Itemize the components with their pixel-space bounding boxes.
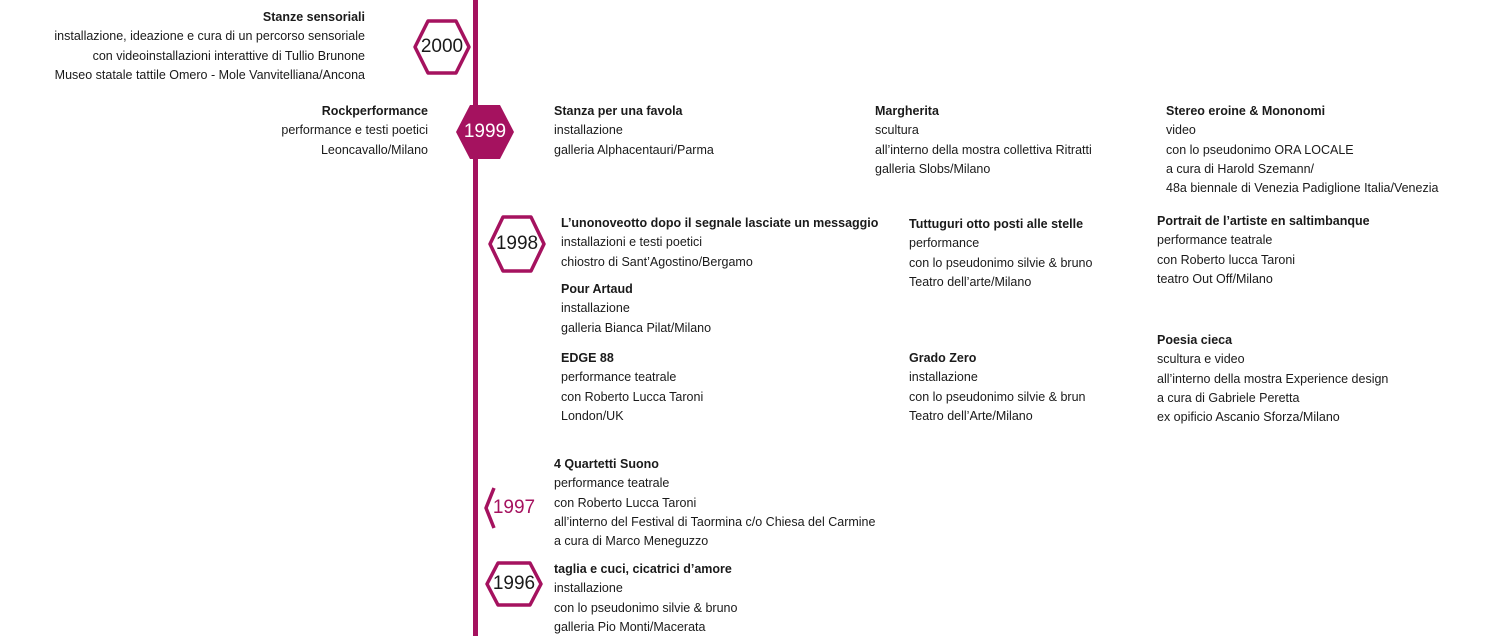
year-marker-1998 xyxy=(487,214,547,274)
entry-line: con Roberto Lucca Taroni xyxy=(561,389,704,404)
year-label: 1998 xyxy=(495,233,539,254)
year-marker-1999 xyxy=(455,104,515,160)
entry-line: teatro Out Off/Milano xyxy=(1157,271,1273,286)
entry-stereo-eroine xyxy=(1166,102,1438,198)
entry-line: con Roberto Lucca Taroni xyxy=(554,495,697,510)
entry-line: all’interno della mostra Experience design xyxy=(1157,371,1389,386)
entry-line: a cura di Harold Szemann/ xyxy=(1166,161,1314,176)
entry-title: Tuttuguri otto posti alle stelle xyxy=(909,217,1084,231)
entry-line: scultura xyxy=(875,123,919,138)
year-label: 1996 xyxy=(492,573,536,594)
entry-line: performance teatrale xyxy=(1157,233,1273,248)
year-label: 2000 xyxy=(420,36,464,57)
entry-line: all’interno del Festival di Taormina c/o Chiesa del Carmine xyxy=(554,514,876,529)
entry-tuttuguri xyxy=(909,215,1092,292)
entry-taglia-e-cuci xyxy=(554,560,737,637)
entry-line: Teatro dell’Arte/Milano xyxy=(909,408,1033,423)
entry-unonoveotto xyxy=(561,214,878,272)
entry-portrait xyxy=(1157,212,1370,289)
entry-line: ex opificio Ascanio Sforza/Milano xyxy=(1157,410,1340,425)
entry-title: 4 Quartetti Suono xyxy=(554,457,659,471)
entry-line: con videoinstallazioni interattive di Tullio Brunone xyxy=(92,48,365,63)
entry-margherita xyxy=(875,102,1092,179)
entry-line: con lo pseudonimo silvie & bruno xyxy=(554,600,738,615)
entry-title: Stereo eroine & Mononomi xyxy=(1166,104,1326,118)
year-marker-1996 xyxy=(484,560,544,608)
entry-title: Rockperformance xyxy=(321,104,428,118)
entry-line: galleria Bianca Pilat/Milano xyxy=(561,320,712,335)
entry-line: con lo pseudonimo ORA LOCALE xyxy=(1166,142,1354,157)
year-label: 1999 xyxy=(463,121,507,142)
entry-rockperformance xyxy=(281,102,428,160)
year-marker-1997 xyxy=(484,486,544,530)
entry-line: performance e testi poetici xyxy=(281,123,428,138)
year-label: 1997 xyxy=(492,497,536,518)
entry-line: con Roberto lucca Taroni xyxy=(1157,252,1296,267)
entry-line: a cura di Gabriele Peretta xyxy=(1157,390,1300,405)
entry-4-quartetti-suono xyxy=(554,455,875,551)
entry-line: installazione xyxy=(561,301,630,316)
entry-line: installazione xyxy=(909,370,978,385)
entry-title: taglia e cuci, cicatrici d’amore xyxy=(554,562,732,576)
entry-line: installazione xyxy=(554,581,623,596)
entry-title: Stanze sensoriali xyxy=(262,10,365,24)
entry-stanze-sensoriali xyxy=(54,8,365,85)
entry-title: EDGE 88 xyxy=(561,351,614,365)
entry-line: performance teatrale xyxy=(561,370,677,385)
entry-title: Stanza per una favola xyxy=(554,104,683,118)
entry-line: installazione, ideazione e cura di un percorso sensoriale xyxy=(54,29,365,44)
entry-line: galleria Slobs/Milano xyxy=(875,161,991,176)
entry-line: Museo statale tattile Omero - Mole Vanvitelliana/Ancona xyxy=(54,67,365,82)
entry-title: Margherita xyxy=(875,104,939,118)
entry-grado-zero xyxy=(909,349,1086,426)
year-marker-2000 xyxy=(413,18,471,76)
entry-line: performance xyxy=(909,236,980,251)
entry-edge-88 xyxy=(561,349,703,426)
entry-line: galleria Pio Monti/Macerata xyxy=(554,619,706,634)
entry-line: London/UK xyxy=(561,408,624,423)
entry-line: con lo pseudonimo silvie & brun xyxy=(909,389,1086,404)
entry-title: Pour Artaud xyxy=(561,282,633,296)
entry-line: chiostro di Sant’Agostino/Bergamo xyxy=(561,254,753,269)
entry-title: Poesia cieca xyxy=(1157,333,1233,347)
entry-line: galleria Alphacentauri/Parma xyxy=(554,142,714,157)
entry-poesia-cieca xyxy=(1157,331,1388,427)
entry-line: con lo pseudonimo silvie & bruno xyxy=(909,255,1093,270)
entry-line: performance teatrale xyxy=(554,476,670,491)
entry-title: Portrait de l’artiste en saltimbanque xyxy=(1157,214,1370,228)
entry-line: installazioni e testi poetici xyxy=(561,235,703,250)
entry-line: all’interno della mostra collettiva Ritratti xyxy=(875,142,1092,157)
entry-stanza-per-una-favola xyxy=(554,102,714,160)
entry-line: 48a biennale di Venezia Padiglione Italia/Venezia xyxy=(1166,181,1439,196)
entry-title: Grado Zero xyxy=(909,351,977,365)
timeline-line xyxy=(473,0,478,636)
entry-line: video xyxy=(1166,123,1196,138)
entry-line: scultura e video xyxy=(1157,352,1245,367)
entry-line: a cura di Marco Meneguzzo xyxy=(554,534,709,549)
entry-pour-artaud xyxy=(561,280,711,338)
entry-line: installazione xyxy=(554,123,623,138)
entry-title: L’unonoveotto dopo il segnale lasciate un messaggio xyxy=(561,216,879,230)
entry-line: Teatro dell’arte/Milano xyxy=(909,274,1032,289)
entry-line: Leoncavallo/Milano xyxy=(320,142,428,157)
